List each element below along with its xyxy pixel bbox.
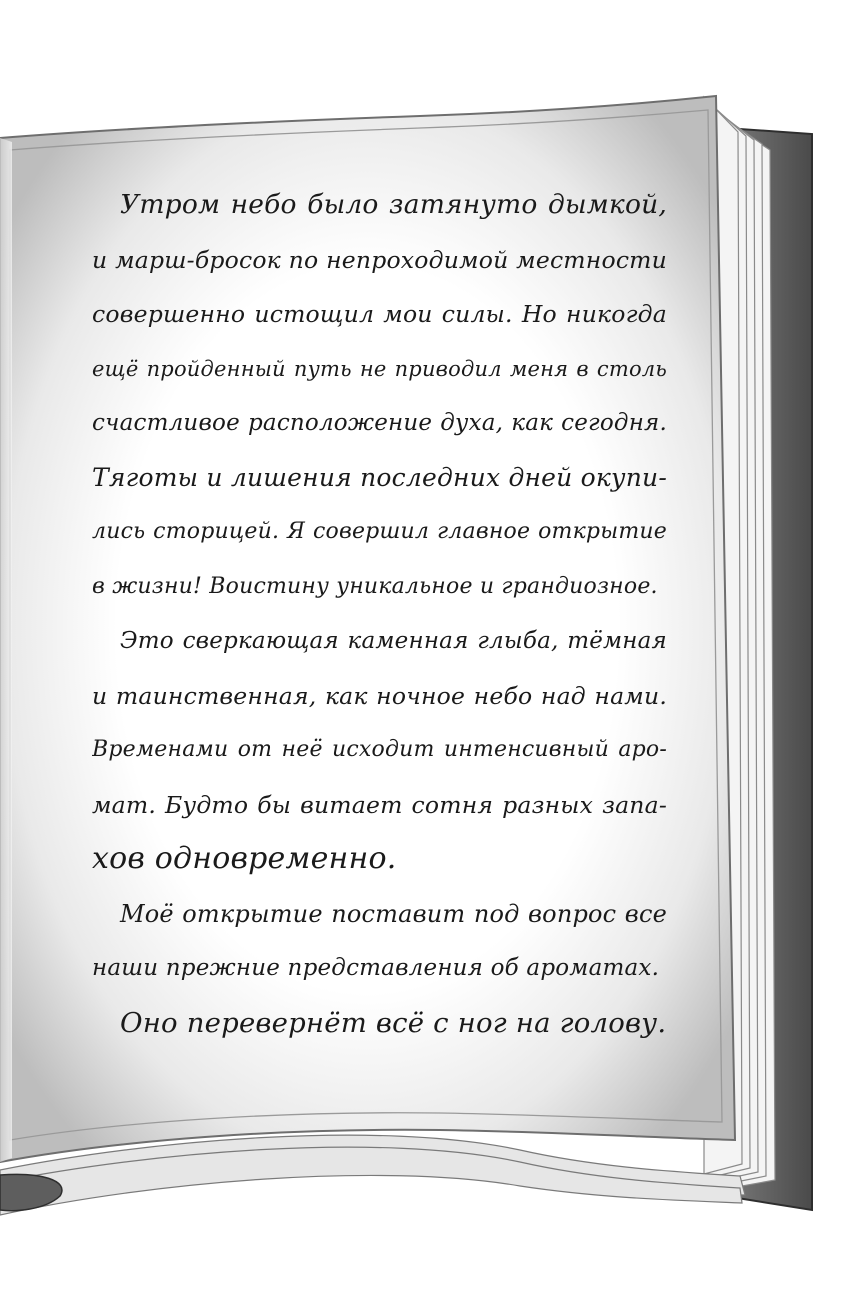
text-line: счастливое расположение духа, как сегодня. bbox=[92, 410, 667, 436]
handwritten-text bbox=[92, 178, 667, 1058]
text-line: в жизни! Воистину уникальное и грандиозное. bbox=[92, 573, 658, 599]
text-line: хов одновременно. bbox=[92, 841, 397, 876]
text-line: ещё пройденный путь не приводил меня в столь bbox=[92, 356, 667, 381]
text-line: и марш-бросок по непроходимой местности bbox=[92, 245, 667, 274]
text-line: Тяготы и лишения последних дней окупи- bbox=[92, 462, 667, 492]
text-line: совершенно истощил мои силы. Но никогда bbox=[92, 300, 667, 328]
text-line: и таинственная, как ночное небо над нами. bbox=[92, 681, 667, 710]
bottom-page-stack bbox=[0, 1135, 745, 1215]
text-line: наши прежние представления об ароматах. bbox=[92, 955, 660, 981]
text-line: Моё открытие поставит под вопрос все bbox=[120, 899, 667, 928]
text-line: Утром небо было затянуто дымкой, bbox=[120, 189, 667, 220]
text-line: Оно перевернёт всё с ног на голову. bbox=[120, 1006, 667, 1039]
text-line: мат. Будто бы витает сотня разных запа- bbox=[92, 790, 667, 819]
text-line: Это сверкающая каменная глыба, тёмная bbox=[120, 628, 667, 654]
spine-shade bbox=[0, 138, 12, 1162]
cover-curl bbox=[0, 1174, 62, 1210]
text-line: Временами от неё исходит интенсивный аро- bbox=[92, 737, 667, 762]
text-line: лись сторицей. Я совершил главное открытие bbox=[92, 519, 667, 544]
